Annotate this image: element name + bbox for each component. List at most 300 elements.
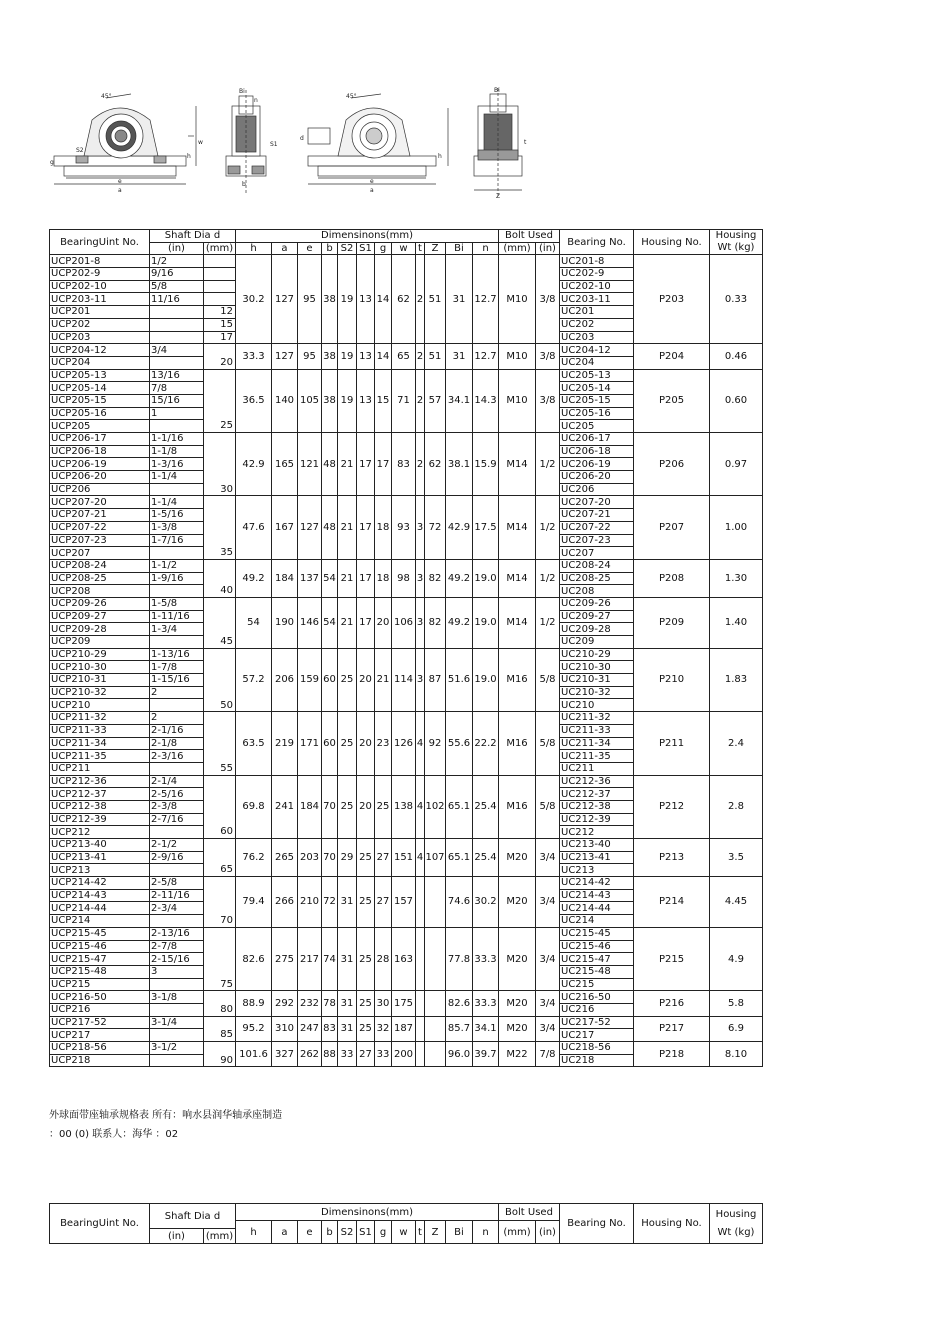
dim-cell-g: 32 — [375, 1016, 392, 1041]
dim-cell-w: 163 — [392, 927, 416, 990]
bearing-unit-cell: UCP203-11 — [50, 293, 150, 306]
dim-cell-s2: 31 — [338, 1016, 357, 1041]
dim-cell-z: 62 — [425, 433, 446, 496]
dim-cell-w: 62 — [392, 255, 416, 344]
bearing-unit-cell: UCP206-19 — [50, 458, 150, 471]
dim-cell-g: 14 — [375, 255, 392, 344]
housing-no-cell: P214 — [634, 877, 710, 928]
housing-no-cell: P212 — [634, 775, 710, 838]
bearing-no-cell: UC209-28 — [560, 623, 634, 636]
shaft-in-cell: 9/16 — [150, 268, 204, 281]
bearing-no-cell: UC215-48 — [560, 965, 634, 978]
bearing-no-cell: UC209 — [560, 636, 634, 649]
note-line-1: 外球面带座轴承规格表 所有：响水县润华轴承座制造 — [49, 1110, 283, 1121]
shaft-in-cell — [150, 547, 204, 560]
dim-cell-h: 49.2 — [236, 559, 272, 597]
dim-cell-z — [425, 991, 446, 1016]
shaft-mm-cell: 60 — [204, 826, 236, 839]
dim-cell-t — [416, 1016, 425, 1041]
dim-cell-t: 3 — [416, 597, 425, 648]
bearing-no-cell: UC204 — [560, 356, 634, 369]
bolt-mm-cell: M20 — [499, 877, 536, 928]
shaft-in-cell: 1-5/8 — [150, 597, 204, 610]
housing-no-cell: P206 — [634, 433, 710, 496]
bearing-unit-cell: UCP215-48 — [50, 965, 150, 978]
header-bearing-unit: BearingUint No. — [50, 230, 150, 255]
dim-cell-z — [425, 877, 446, 928]
dim-cell-z — [425, 1016, 446, 1041]
dim-cell-s2: 19 — [338, 369, 357, 432]
bearing-no-cell: UC203-11 — [560, 293, 634, 306]
bolt-mm-cell: M14 — [499, 433, 536, 496]
table-row — [50, 648, 763, 661]
dim-cell-s2: 25 — [338, 712, 357, 775]
dim-cell-a: 275 — [272, 927, 298, 990]
dim-cell-z — [425, 1042, 446, 1067]
shaft-mm-cell — [204, 534, 236, 547]
shaft-in-cell: 1-3/4 — [150, 623, 204, 636]
bolt-in-cell: 3/4 — [536, 991, 560, 1016]
dim-cell-w: 126 — [392, 712, 416, 775]
bearing-unit-cell: UCP207-20 — [50, 496, 150, 509]
shaft-in-cell: 2-7/16 — [150, 813, 204, 826]
dim-cell-t: 2 — [416, 369, 425, 432]
dim-cell-b: 54 — [322, 559, 338, 597]
dim-cell-s2: 21 — [338, 496, 357, 559]
shaft-in-cell: 7/8 — [150, 382, 204, 395]
housing-wt-cell: 4.45 — [710, 877, 763, 928]
shaft-mm-cell: 30 — [204, 483, 236, 496]
shaft-mm-cell — [204, 788, 236, 801]
bolt-mm-cell: M16 — [499, 775, 536, 838]
shaft-mm-cell — [204, 344, 236, 357]
bolt-in-cell: 3/8 — [536, 369, 560, 432]
bearing-unit-cell: UCP210-30 — [50, 661, 150, 674]
dim-cell-b: 60 — [322, 712, 338, 775]
shaft-in-cell: 3 — [150, 965, 204, 978]
shaft-in-cell: 1-9/16 — [150, 572, 204, 585]
dim-cell-z: 51 — [425, 344, 446, 369]
shaft-in-cell: 3-1/8 — [150, 991, 204, 1004]
housing-no-cell: P211 — [634, 712, 710, 775]
table-row — [50, 496, 763, 509]
shaft-mm-cell — [204, 623, 236, 636]
e-label: e — [118, 178, 122, 185]
dim-cell-g: 18 — [375, 496, 392, 559]
bearing-no-cell: UC213-41 — [560, 851, 634, 864]
dim-cell-s1: 17 — [357, 433, 375, 496]
shaft-in-cell: 2-7/8 — [150, 940, 204, 953]
dim-cell-t: 4 — [416, 839, 425, 877]
header-shaft-dia: Shaft Dia d — [150, 230, 236, 243]
dim-cell-a: 206 — [272, 648, 298, 711]
housing-no-cell: P215 — [634, 927, 710, 990]
bearing-no-cell: UC218-56 — [560, 1042, 634, 1055]
dim-cell-e: 121 — [298, 433, 322, 496]
shaft-mm-cell — [204, 775, 236, 788]
shaft-mm-cell — [204, 496, 236, 509]
shaft-in-cell: 1-3/8 — [150, 521, 204, 534]
bolt-in-cell: 5/8 — [536, 775, 560, 838]
bearing-no-cell: UC201 — [560, 306, 634, 319]
housing-wt-line1: Housing — [715, 230, 757, 242]
shaft-mm-cell — [204, 648, 236, 661]
dim-cell-n: 19.0 — [473, 597, 499, 648]
bearing-no-cell: UC211-34 — [560, 737, 634, 750]
dim-cell-g: 33 — [375, 1042, 392, 1067]
dim-cell-z — [425, 927, 446, 990]
dim-cell-bi: 65.1 — [446, 839, 473, 877]
dim-cell-g: 14 — [375, 344, 392, 369]
dim-cell-a: 165 — [272, 433, 298, 496]
e-label-2: e — [370, 178, 374, 185]
bearing-unit-cell: UCP205-16 — [50, 407, 150, 420]
dim-cell-s1: 25 — [357, 839, 375, 877]
bearing-no-cell: UC206 — [560, 483, 634, 496]
bolt-in-cell: 3/4 — [536, 1016, 560, 1041]
bearing-unit-cell: UCP206 — [50, 483, 150, 496]
dim-cell-b: 54 — [322, 597, 338, 648]
dim-cell-a: 184 — [272, 559, 298, 597]
shaft-in-cell: 11/16 — [150, 293, 204, 306]
dim-cell-h: 69.8 — [236, 775, 272, 838]
bearing-unit-cell: UCP206-17 — [50, 433, 150, 446]
s2-label: S2 — [76, 147, 84, 154]
housing-wt-cell: 1.30 — [710, 559, 763, 597]
dim-cell-e: 232 — [298, 991, 322, 1016]
bearing-no-cell: UC214 — [560, 915, 634, 928]
d-label: d — [300, 135, 304, 142]
bearing-no-cell: UC211 — [560, 762, 634, 775]
dim-cell-s1: 25 — [357, 1016, 375, 1041]
note-line-2: ：00 (0) 联系人：海华 ：02 — [49, 1129, 179, 1140]
shaft-mm-cell — [204, 724, 236, 737]
dim-header-bolt-in: (in) — [536, 242, 560, 255]
dim-cell-h: 101.6 — [236, 1042, 272, 1067]
shaft-in-cell: 2-15/16 — [150, 953, 204, 966]
shaft-in-cell: 1-1/2 — [150, 559, 204, 572]
dim2-header-b: b — [322, 1221, 338, 1244]
shaft-mm-cell — [204, 509, 236, 522]
table-row — [50, 839, 763, 852]
housing2-wt-line1: Housing — [715, 1208, 757, 1220]
dim-cell-bi: 38.1 — [446, 433, 473, 496]
bearing-no-cell: UC201-8 — [560, 255, 634, 268]
dim-cell-s1: 17 — [357, 597, 375, 648]
dim-cell-s2: 21 — [338, 597, 357, 648]
dim2-header-e: e — [298, 1221, 322, 1244]
dim-cell-t: 3 — [416, 559, 425, 597]
table-row — [50, 597, 763, 610]
shaft-in-cell: 1-3/16 — [150, 458, 204, 471]
dim-cell-n: 14.3 — [473, 369, 499, 432]
shaft-in-cell: 1-5/16 — [150, 509, 204, 522]
bearing-no-cell: UC205 — [560, 420, 634, 433]
bearing-unit-cell: UCP217 — [50, 1029, 150, 1042]
shaft-mm-cell: 45 — [204, 636, 236, 649]
bearing-no-cell: UC208-25 — [560, 572, 634, 585]
dim-cell-h: 42.9 — [236, 433, 272, 496]
dim-cell-s1: 13 — [357, 344, 375, 369]
shaft-in-cell: 2-3/8 — [150, 800, 204, 813]
bolt-in-cell: 1/2 — [536, 433, 560, 496]
bearing-no-cell: UC205-15 — [560, 394, 634, 407]
bolt-in-cell: 1/2 — [536, 597, 560, 648]
header-unit-mm: (mm) — [204, 242, 236, 255]
side-view-1 — [226, 88, 278, 194]
dim-cell-t: 2 — [416, 344, 425, 369]
bearing-unit-cell: UCP205 — [50, 420, 150, 433]
bearing-no-cell: UC210-30 — [560, 661, 634, 674]
housing-wt-cell: 0.46 — [710, 344, 763, 369]
shaft-mm-cell: 50 — [204, 699, 236, 712]
shaft-in-cell: 15/16 — [150, 394, 204, 407]
dim-header-t: t — [416, 242, 425, 255]
dim-cell-s2: 31 — [338, 877, 357, 928]
bearing-no-cell: UC212-36 — [560, 775, 634, 788]
dim-cell-n: 17.5 — [473, 496, 499, 559]
dim-cell-h: 88.9 — [236, 991, 272, 1016]
dim-cell-e: 217 — [298, 927, 322, 990]
dim-cell-s2: 33 — [338, 1042, 357, 1067]
shaft-mm-cell: 55 — [204, 762, 236, 775]
shaft-in-cell: 2-5/16 — [150, 788, 204, 801]
n-label: n — [254, 97, 258, 104]
shaft-mm-cell — [204, 369, 236, 382]
shaft-in-cell — [150, 483, 204, 496]
dim-cell-h: 36.5 — [236, 369, 272, 432]
bearing-unit-cell: UCP204 — [50, 356, 150, 369]
dim-cell-n: 15.9 — [473, 433, 499, 496]
dim-cell-n: 25.4 — [473, 839, 499, 877]
shaft-in-cell: 2-3/4 — [150, 902, 204, 915]
dim-cell-s2: 29 — [338, 839, 357, 877]
dim-cell-s1: 17 — [357, 496, 375, 559]
dim-cell-h: 33.3 — [236, 344, 272, 369]
dim-cell-s1: 20 — [357, 648, 375, 711]
bearing-unit-cell: UCP217-52 — [50, 1016, 150, 1029]
dim-cell-b: 38 — [322, 255, 338, 344]
shaft-mm-cell: 85 — [204, 1029, 236, 1042]
dim-cell-bi: 49.2 — [446, 559, 473, 597]
shaft-in-cell — [150, 585, 204, 598]
shaft-in-cell — [150, 331, 204, 344]
dim-cell-bi: 49.2 — [446, 597, 473, 648]
t-label: t — [524, 139, 527, 146]
dim-cell-z: 102 — [425, 775, 446, 838]
dim-cell-g: 27 — [375, 839, 392, 877]
shaft-mm-cell — [204, 521, 236, 534]
dim-cell-s1: 25 — [357, 991, 375, 1016]
header-bearing-no: Bearing No. — [560, 230, 634, 255]
bearing-no-cell: UC213-40 — [560, 839, 634, 852]
dim-cell-h: 57.2 — [236, 648, 272, 711]
bearing-no-cell: UC216 — [560, 1003, 634, 1016]
shaft-in-cell: 1-1/8 — [150, 445, 204, 458]
angle-label-2: 45° — [346, 93, 357, 100]
bearing-unit-cell: UCP218-56 — [50, 1042, 150, 1055]
dim-cell-e: 184 — [298, 775, 322, 838]
dim-cell-w: 175 — [392, 991, 416, 1016]
dim-cell-z: 87 — [425, 648, 446, 711]
a-label-2: a — [370, 187, 374, 194]
shaft-in-cell — [150, 826, 204, 839]
bearing-unit-cell: UCP207 — [50, 547, 150, 560]
dim2-header-a: a — [272, 1221, 298, 1244]
housing2-wt-line2: Wt (kg) — [717, 1226, 755, 1238]
bearing-unit-cell: UCP215 — [50, 978, 150, 991]
table-row — [50, 255, 763, 268]
dim2-header-s2: S2 — [338, 1221, 357, 1244]
bolt-mm-cell: M10 — [499, 369, 536, 432]
angle-label: 45° — [101, 93, 112, 100]
table-row — [50, 775, 763, 788]
bearing-no-cell: UC207 — [560, 547, 634, 560]
header2-unit-in: (in) — [150, 1229, 204, 1244]
bearing-unit-cell: UCP215-45 — [50, 927, 150, 940]
dim-cell-s2: 19 — [338, 255, 357, 344]
dim-cell-z: 57 — [425, 369, 446, 432]
bearing-no-cell: UC217 — [560, 1029, 634, 1042]
housing-wt-cell: 8.10 — [710, 1042, 763, 1067]
bearing-unit-cell: UCP215-47 — [50, 953, 150, 966]
bearing-unit-cell: UCP216 — [50, 1003, 150, 1016]
dim-cell-s2: 25 — [338, 775, 357, 838]
shaft-mm-cell — [204, 686, 236, 699]
bearing-no-cell: UC211-35 — [560, 750, 634, 763]
dim-cell-e: 262 — [298, 1042, 322, 1067]
shaft-in-cell: 2-1/16 — [150, 724, 204, 737]
bolt-mm-cell: M16 — [499, 648, 536, 711]
shaft-mm-cell — [204, 572, 236, 585]
dim-cell-a: 241 — [272, 775, 298, 838]
bolt-mm-cell: M20 — [499, 839, 536, 877]
bearing-no-cell: UC207-22 — [560, 521, 634, 534]
table-row — [50, 877, 763, 890]
bolt-in-cell: 5/8 — [536, 712, 560, 775]
shaft-in-cell: 2-13/16 — [150, 927, 204, 940]
bearing-unit-cell: UCP207-23 — [50, 534, 150, 547]
dim-cell-a: 327 — [272, 1042, 298, 1067]
dim-cell-b: 38 — [322, 369, 338, 432]
bearing-unit-cell: UCP214 — [50, 915, 150, 928]
shaft-in-cell: 2-9/16 — [150, 851, 204, 864]
dim-cell-w: 83 — [392, 433, 416, 496]
bearing-no-cell: UC214-44 — [560, 902, 634, 915]
bearing-no-cell: UC205-16 — [560, 407, 634, 420]
shaft-in-cell — [150, 636, 204, 649]
dim-cell-bi: 82.6 — [446, 991, 473, 1016]
dim-cell-s2: 21 — [338, 433, 357, 496]
shaft-in-cell: 2-5/8 — [150, 877, 204, 890]
dim-cell-bi: 55.6 — [446, 712, 473, 775]
shaft-in-cell: 3-1/4 — [150, 1016, 204, 1029]
header2-bearing-no: Bearing No. — [560, 1204, 634, 1244]
dim-cell-t: 4 — [416, 712, 425, 775]
shaft-in-cell: 2-11/16 — [150, 889, 204, 902]
dim-cell-w: 65 — [392, 344, 416, 369]
dim-cell-g: 25 — [375, 775, 392, 838]
dim2-header-bi: Bi — [446, 1221, 473, 1244]
shaft-mm-cell — [204, 471, 236, 484]
shaft-in-cell — [150, 915, 204, 928]
housing-no-cell: P204 — [634, 344, 710, 369]
bearing-unit-cell: UCP202-10 — [50, 280, 150, 293]
table-row — [50, 1042, 763, 1055]
shaft-mm-cell: 70 — [204, 915, 236, 928]
dim-cell-b: 70 — [322, 839, 338, 877]
dim-cell-s1: 17 — [357, 559, 375, 597]
bolt-mm-cell: M16 — [499, 712, 536, 775]
bearing-unit-cell: UCP205-13 — [50, 369, 150, 382]
bearing-no-cell: UC212-38 — [560, 800, 634, 813]
side-view-2 — [474, 87, 527, 200]
table-row — [50, 1016, 763, 1029]
bearing-unit-cell: UCP214-42 — [50, 877, 150, 890]
shaft-mm-cell — [204, 661, 236, 674]
bi-label-2: Bi — [494, 87, 500, 94]
dim-cell-bi: 77.8 — [446, 927, 473, 990]
dim-cell-t: 2 — [416, 433, 425, 496]
dim2-header-h: h — [236, 1221, 272, 1244]
shaft-mm-cell — [204, 293, 236, 306]
bolt-in-cell: 3/4 — [536, 839, 560, 877]
s1-label: S1 — [270, 141, 278, 148]
bearing-unit-cell: UCP215-46 — [50, 940, 150, 953]
dim2-header-w: w — [392, 1221, 416, 1244]
dim-cell-n: 33.3 — [473, 927, 499, 990]
bolt-mm-cell: M20 — [499, 1016, 536, 1041]
bearing-no-cell: UC215 — [560, 978, 634, 991]
header2-housing-wt — [710, 1204, 763, 1244]
bearing-unit-cell: UCP211-34 — [50, 737, 150, 750]
bearing-no-cell: UC215-46 — [560, 940, 634, 953]
housing-wt-cell: 3.5 — [710, 839, 763, 877]
shaft-in-cell — [150, 864, 204, 877]
bearing-unit-cell: UCP206-18 — [50, 445, 150, 458]
housing-no-cell: P209 — [634, 597, 710, 648]
dim-cell-b: 48 — [322, 433, 338, 496]
shaft-mm-cell: 90 — [204, 1054, 236, 1067]
h-label-2: h — [438, 153, 442, 160]
bolt-mm-cell: M10 — [499, 344, 536, 369]
shaft-mm-cell — [204, 839, 236, 852]
shaft-in-cell: 1-1/16 — [150, 433, 204, 446]
bearing-unit-cell: UCP211 — [50, 762, 150, 775]
bearing-no-cell: UC202-10 — [560, 280, 634, 293]
dim-cell-e: 203 — [298, 839, 322, 877]
dim-cell-n: 25.4 — [473, 775, 499, 838]
dim-header-h: h — [236, 242, 272, 255]
shaft-mm-cell: 80 — [204, 1003, 236, 1016]
dim-cell-s1: 13 — [357, 255, 375, 344]
bearing-no-cell: UC207-23 — [560, 534, 634, 547]
dim2-header-t: t — [416, 1221, 425, 1244]
dim-cell-e: 137 — [298, 559, 322, 597]
shaft-mm-cell — [204, 851, 236, 864]
dim2-header-z: Z — [425, 1221, 446, 1244]
shaft-in-cell: 1 — [150, 407, 204, 420]
shaft-mm-cell — [204, 737, 236, 750]
dim-cell-t — [416, 1042, 425, 1067]
housing-no-cell: P203 — [634, 255, 710, 344]
dim-cell-a: 190 — [272, 597, 298, 648]
table-row — [50, 712, 763, 725]
header2-housing-no: Housing No. — [634, 1204, 710, 1244]
dim-cell-t: 2 — [416, 255, 425, 344]
shaft-mm-cell — [204, 445, 236, 458]
bearing-no-cell: UC206-17 — [560, 433, 634, 446]
